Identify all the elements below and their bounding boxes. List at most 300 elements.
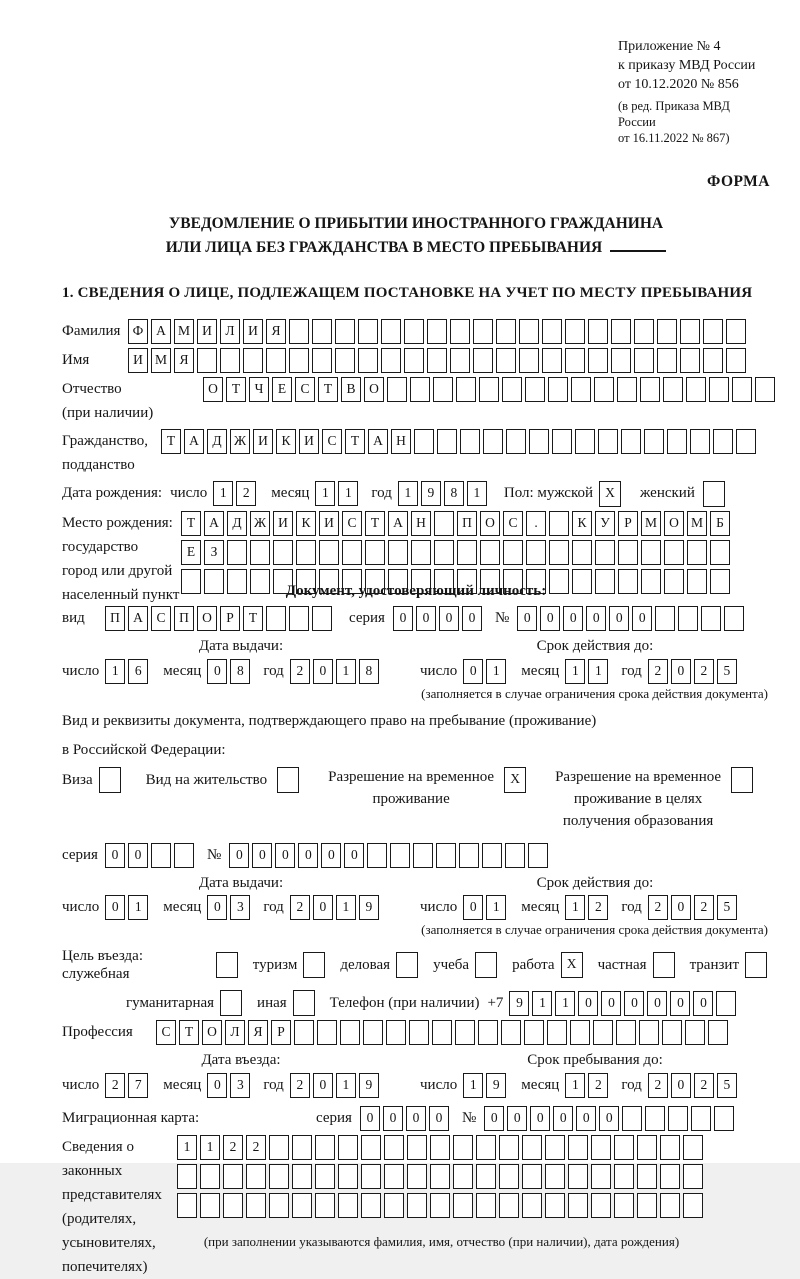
cell[interactable]: 0 xyxy=(252,843,272,868)
cell[interactable]: Д xyxy=(227,511,247,536)
cell[interactable] xyxy=(387,377,407,402)
cell[interactable]: 2 xyxy=(588,1073,608,1098)
cell[interactable]: Ч xyxy=(249,377,269,402)
cell[interactable]: З xyxy=(204,540,224,565)
cell[interactable] xyxy=(250,569,270,594)
cell[interactable]: 0 xyxy=(624,991,644,1016)
cell[interactable] xyxy=(476,1193,496,1218)
res-valid-day-boxes[interactable] xyxy=(463,895,509,920)
cell[interactable]: Т xyxy=(226,377,246,402)
cell[interactable] xyxy=(686,377,706,402)
cell[interactable]: 0 xyxy=(105,895,125,920)
cell[interactable]: И xyxy=(243,319,263,344)
res-issue-day-boxes[interactable] xyxy=(105,895,151,920)
cell[interactable]: С xyxy=(503,511,523,536)
cell[interactable]: Ф xyxy=(128,319,148,344)
res-valid-year-boxes[interactable] xyxy=(648,895,740,920)
cell[interactable] xyxy=(227,569,247,594)
cell[interactable] xyxy=(588,348,608,373)
cell[interactable] xyxy=(315,1135,335,1160)
cell[interactable] xyxy=(588,319,608,344)
cell[interactable] xyxy=(407,1135,427,1160)
cell[interactable] xyxy=(611,348,631,373)
cell[interactable] xyxy=(708,1020,728,1045)
cell[interactable]: 0 xyxy=(599,1106,619,1131)
cell[interactable] xyxy=(246,1193,266,1218)
cell[interactable]: 1 xyxy=(588,659,608,684)
cell[interactable]: 0 xyxy=(383,1106,403,1131)
cell[interactable] xyxy=(503,540,523,565)
cell[interactable] xyxy=(410,377,430,402)
cell[interactable] xyxy=(266,348,286,373)
cell[interactable]: 0 xyxy=(463,895,483,920)
cell[interactable] xyxy=(174,843,194,868)
cell[interactable]: . xyxy=(526,511,546,536)
cell[interactable] xyxy=(358,319,378,344)
cell[interactable] xyxy=(575,429,595,454)
cell[interactable] xyxy=(386,1020,406,1045)
cell[interactable]: Я xyxy=(248,1020,268,1045)
cell[interactable]: С xyxy=(322,429,342,454)
cell[interactable]: О xyxy=(202,1020,222,1045)
cell[interactable]: 1 xyxy=(565,895,585,920)
cell[interactable]: 1 xyxy=(463,1073,483,1098)
cell[interactable]: 1 xyxy=(565,1073,585,1098)
cell[interactable] xyxy=(591,1164,611,1189)
cell[interactable] xyxy=(243,348,263,373)
cell[interactable] xyxy=(437,429,457,454)
cell[interactable]: Н xyxy=(391,429,411,454)
cell[interactable] xyxy=(381,348,401,373)
res-series-boxes[interactable] xyxy=(105,843,197,868)
cell[interactable] xyxy=(660,1135,680,1160)
cell[interactable] xyxy=(227,540,247,565)
cell[interactable] xyxy=(358,348,378,373)
cell[interactable] xyxy=(223,1164,243,1189)
cell[interactable]: 9 xyxy=(421,481,441,506)
citizenship-boxes[interactable] xyxy=(161,429,759,454)
visa-checkbox[interactable] xyxy=(99,767,124,793)
cell[interactable] xyxy=(388,540,408,565)
patronymic-boxes[interactable] xyxy=(203,377,778,402)
cell[interactable]: 5 xyxy=(717,895,737,920)
cell[interactable] xyxy=(204,569,224,594)
cell[interactable] xyxy=(430,1135,450,1160)
cell[interactable] xyxy=(660,1164,680,1189)
cell[interactable] xyxy=(390,843,410,868)
cell[interactable] xyxy=(714,1106,734,1131)
cell[interactable] xyxy=(479,377,499,402)
cell[interactable] xyxy=(151,843,171,868)
cell[interactable]: Л xyxy=(220,319,240,344)
cell[interactable]: 2 xyxy=(648,659,668,684)
cell[interactable] xyxy=(266,606,286,631)
cell[interactable] xyxy=(433,377,453,402)
birthplace-row1-boxes[interactable] xyxy=(181,511,733,536)
cell[interactable]: Т xyxy=(365,511,385,536)
cell[interactable]: О xyxy=(364,377,384,402)
cell[interactable] xyxy=(427,319,447,344)
res-valid-month-boxes[interactable] xyxy=(565,895,611,920)
cell[interactable]: 2 xyxy=(223,1135,243,1160)
stay-year-boxes[interactable] xyxy=(648,1073,740,1098)
cell[interactable] xyxy=(617,377,637,402)
cell[interactable]: 0 xyxy=(313,895,333,920)
cell[interactable]: 2 xyxy=(236,481,256,506)
entry-year-boxes[interactable] xyxy=(290,1073,382,1098)
cell[interactable] xyxy=(657,348,677,373)
cell[interactable] xyxy=(703,319,723,344)
cell[interactable] xyxy=(547,1020,567,1045)
cell[interactable]: 9 xyxy=(359,1073,379,1098)
cell[interactable]: 0 xyxy=(416,606,436,631)
cell[interactable] xyxy=(683,1135,703,1160)
sex-male-checkbox[interactable] xyxy=(599,481,624,507)
cell[interactable] xyxy=(296,540,316,565)
cell[interactable]: С xyxy=(295,377,315,402)
cell[interactable] xyxy=(685,1020,705,1045)
entry-day-boxes[interactable] xyxy=(105,1073,151,1098)
cell[interactable]: 0 xyxy=(298,843,318,868)
temp-residence-edu-checkbox[interactable] xyxy=(731,767,756,793)
cell[interactable] xyxy=(273,540,293,565)
cell[interactable]: 0 xyxy=(105,843,125,868)
cell[interactable] xyxy=(340,1020,360,1045)
cell[interactable] xyxy=(710,569,730,594)
cell[interactable] xyxy=(476,1135,496,1160)
cell[interactable] xyxy=(294,1020,314,1045)
cell[interactable]: 2 xyxy=(290,659,310,684)
cell[interactable] xyxy=(506,429,526,454)
cell[interactable] xyxy=(177,1164,197,1189)
cell[interactable]: 0 xyxy=(671,659,691,684)
cell[interactable]: И xyxy=(197,319,217,344)
cell[interactable]: 0 xyxy=(275,843,295,868)
cell[interactable]: 0 xyxy=(344,843,364,868)
cell[interactable] xyxy=(434,540,454,565)
cell[interactable]: 5 xyxy=(717,1073,737,1098)
cell[interactable] xyxy=(591,1135,611,1160)
cell[interactable] xyxy=(496,319,516,344)
cell[interactable] xyxy=(453,1193,473,1218)
cell[interactable]: Ж xyxy=(250,511,270,536)
cell[interactable] xyxy=(381,319,401,344)
cell[interactable]: А xyxy=(151,319,171,344)
id-issue-year-boxes[interactable] xyxy=(290,659,382,684)
cell[interactable] xyxy=(216,952,238,978)
cell[interactable] xyxy=(611,319,631,344)
birth-month-boxes[interactable] xyxy=(315,481,361,506)
cell[interactable]: Е xyxy=(181,540,201,565)
cell[interactable] xyxy=(200,1164,220,1189)
cell[interactable] xyxy=(653,952,675,978)
cell[interactable]: Т xyxy=(318,377,338,402)
cell[interactable] xyxy=(496,348,516,373)
cell[interactable] xyxy=(361,1135,381,1160)
cell[interactable] xyxy=(312,319,332,344)
cell[interactable] xyxy=(181,569,201,594)
cell[interactable]: 1 xyxy=(532,991,552,1016)
id-number-boxes[interactable] xyxy=(517,606,747,631)
cell[interactable]: 1 xyxy=(467,481,487,506)
cell[interactable] xyxy=(621,429,641,454)
cell[interactable] xyxy=(545,1135,565,1160)
cell[interactable] xyxy=(570,1020,590,1045)
cell[interactable] xyxy=(594,377,614,402)
cell[interactable] xyxy=(724,606,744,631)
cell[interactable]: Р xyxy=(618,511,638,536)
cell[interactable] xyxy=(683,1164,703,1189)
cell[interactable]: X xyxy=(504,767,526,793)
cell[interactable]: 0 xyxy=(462,606,482,631)
cell[interactable] xyxy=(292,1135,312,1160)
cell[interactable] xyxy=(430,1164,450,1189)
cell[interactable]: М xyxy=(151,348,171,373)
cell[interactable] xyxy=(519,348,539,373)
cell[interactable]: Н xyxy=(411,511,431,536)
purpose-private-checkbox[interactable] xyxy=(653,952,678,978)
cell[interactable] xyxy=(473,348,493,373)
cell[interactable] xyxy=(683,1193,703,1218)
cell[interactable]: 0 xyxy=(313,659,333,684)
cell[interactable] xyxy=(598,429,618,454)
cell[interactable]: 1 xyxy=(336,895,356,920)
cell[interactable]: 3 xyxy=(230,895,250,920)
purpose-business-checkbox[interactable] xyxy=(396,952,421,978)
cell[interactable] xyxy=(641,540,661,565)
cell[interactable] xyxy=(548,377,568,402)
cell[interactable]: 0 xyxy=(671,1073,691,1098)
cell[interactable]: А xyxy=(388,511,408,536)
temp-residence-checkbox[interactable] xyxy=(504,767,529,793)
cell[interactable] xyxy=(430,1193,450,1218)
res-issue-year-boxes[interactable] xyxy=(290,895,382,920)
cell[interactable] xyxy=(568,1135,588,1160)
cell[interactable]: М xyxy=(687,511,707,536)
cell[interactable] xyxy=(312,606,332,631)
cell[interactable] xyxy=(396,952,418,978)
cell[interactable] xyxy=(453,1135,473,1160)
id-valid-month-boxes[interactable] xyxy=(565,659,611,684)
cell[interactable]: К xyxy=(296,511,316,536)
cell[interactable] xyxy=(409,1020,429,1045)
cell[interactable] xyxy=(367,843,387,868)
cell[interactable] xyxy=(475,952,497,978)
cell[interactable] xyxy=(565,348,585,373)
cell[interactable]: М xyxy=(174,319,194,344)
cell[interactable] xyxy=(690,429,710,454)
cell[interactable] xyxy=(713,429,733,454)
cell[interactable]: 0 xyxy=(671,895,691,920)
cell[interactable]: 0 xyxy=(321,843,341,868)
cell[interactable] xyxy=(522,1135,542,1160)
cell[interactable]: В xyxy=(341,377,361,402)
cell[interactable] xyxy=(732,377,752,402)
cell[interactable] xyxy=(571,377,591,402)
cell[interactable]: А xyxy=(184,429,204,454)
cell[interactable] xyxy=(413,843,433,868)
cell[interactable] xyxy=(361,1193,381,1218)
cell[interactable] xyxy=(745,952,767,978)
cell[interactable] xyxy=(618,540,638,565)
cell[interactable] xyxy=(622,1106,642,1131)
cell[interactable]: С xyxy=(342,511,362,536)
cell[interactable] xyxy=(342,540,362,565)
cell[interactable]: 0 xyxy=(517,606,537,631)
cell[interactable] xyxy=(726,348,746,373)
cell[interactable] xyxy=(614,1193,634,1218)
stay-day-boxes[interactable] xyxy=(463,1073,509,1098)
cell[interactable] xyxy=(407,1164,427,1189)
cell[interactable] xyxy=(450,319,470,344)
phone-boxes[interactable] xyxy=(509,991,739,1016)
cell[interactable]: X xyxy=(561,952,583,978)
cell[interactable] xyxy=(338,1164,358,1189)
cell[interactable]: 5 xyxy=(717,659,737,684)
cell[interactable] xyxy=(640,377,660,402)
cell[interactable] xyxy=(755,377,775,402)
sex-female-checkbox[interactable] xyxy=(703,481,728,507)
cell[interactable]: 0 xyxy=(439,606,459,631)
cell[interactable] xyxy=(293,990,315,1016)
cell[interactable]: Р xyxy=(271,1020,291,1045)
cell[interactable]: Р xyxy=(220,606,240,631)
cell[interactable] xyxy=(460,429,480,454)
cell[interactable]: 1 xyxy=(128,895,148,920)
cell[interactable] xyxy=(455,1020,475,1045)
purpose-work-checkbox[interactable] xyxy=(561,952,586,978)
cell[interactable] xyxy=(220,348,240,373)
cell[interactable]: Т xyxy=(179,1020,199,1045)
cell[interactable]: А xyxy=(368,429,388,454)
cell[interactable]: 0 xyxy=(360,1106,380,1131)
cell[interactable]: 8 xyxy=(230,659,250,684)
cell[interactable] xyxy=(499,1193,519,1218)
cell[interactable] xyxy=(552,429,572,454)
cell[interactable]: X xyxy=(599,481,621,507)
res-number-boxes[interactable] xyxy=(229,843,551,868)
cell[interactable]: Е xyxy=(272,377,292,402)
cell[interactable] xyxy=(687,569,707,594)
cell[interactable]: 0 xyxy=(313,1073,333,1098)
cell[interactable]: 0 xyxy=(207,895,227,920)
stay-month-boxes[interactable] xyxy=(565,1073,611,1098)
entry-month-boxes[interactable] xyxy=(207,1073,253,1098)
cell[interactable]: 0 xyxy=(207,659,227,684)
cell[interactable] xyxy=(312,348,332,373)
cell[interactable] xyxy=(414,429,434,454)
cell[interactable] xyxy=(709,377,729,402)
cell[interactable] xyxy=(457,540,477,565)
cell[interactable]: 2 xyxy=(290,895,310,920)
cell[interactable]: А xyxy=(128,606,148,631)
cell[interactable] xyxy=(335,348,355,373)
cell[interactable] xyxy=(637,1164,657,1189)
cell[interactable] xyxy=(220,990,242,1016)
cell[interactable] xyxy=(456,377,476,402)
cell[interactable]: 6 xyxy=(128,659,148,684)
cell[interactable] xyxy=(522,1193,542,1218)
cell[interactable] xyxy=(687,540,707,565)
cell[interactable] xyxy=(565,319,585,344)
cell[interactable]: Л xyxy=(225,1020,245,1045)
cell[interactable]: 9 xyxy=(359,895,379,920)
cell[interactable] xyxy=(663,377,683,402)
cell[interactable] xyxy=(542,348,562,373)
cell[interactable]: 1 xyxy=(486,895,506,920)
birth-year-boxes[interactable] xyxy=(398,481,490,506)
cell[interactable]: 0 xyxy=(207,1073,227,1098)
cell[interactable] xyxy=(545,1164,565,1189)
cell[interactable] xyxy=(637,1193,657,1218)
cell[interactable]: 0 xyxy=(576,1106,596,1131)
cell[interactable]: 1 xyxy=(555,991,575,1016)
cell[interactable]: И xyxy=(319,511,339,536)
cell[interactable] xyxy=(483,429,503,454)
cell[interactable] xyxy=(505,843,525,868)
cell[interactable] xyxy=(384,1164,404,1189)
cell[interactable]: 1 xyxy=(177,1135,197,1160)
mc-number-boxes[interactable] xyxy=(484,1106,737,1131)
cell[interactable] xyxy=(645,1106,665,1131)
cell[interactable] xyxy=(655,606,675,631)
cell[interactable] xyxy=(384,1193,404,1218)
cell[interactable] xyxy=(292,1193,312,1218)
cell[interactable]: П xyxy=(457,511,477,536)
cell[interactable]: П xyxy=(105,606,125,631)
cell[interactable]: 0 xyxy=(463,659,483,684)
cell[interactable]: 1 xyxy=(338,481,358,506)
cell[interactable]: 8 xyxy=(444,481,464,506)
cell[interactable]: 0 xyxy=(693,991,713,1016)
cell[interactable]: 9 xyxy=(486,1073,506,1098)
cell[interactable]: 2 xyxy=(694,1073,714,1098)
purpose-official-checkbox[interactable] xyxy=(216,952,241,978)
cell[interactable]: Б xyxy=(710,511,730,536)
cell[interactable] xyxy=(657,319,677,344)
cell[interactable] xyxy=(524,1020,544,1045)
cell[interactable] xyxy=(639,1020,659,1045)
cell[interactable]: 1 xyxy=(105,659,125,684)
purpose-humanitarian-checkbox[interactable] xyxy=(220,990,245,1016)
cell[interactable]: 0 xyxy=(530,1106,550,1131)
cell[interactable] xyxy=(572,569,592,594)
cell[interactable] xyxy=(634,319,654,344)
cell[interactable] xyxy=(691,1106,711,1131)
cell[interactable]: И xyxy=(253,429,273,454)
cell[interactable]: 0 xyxy=(586,606,606,631)
cell[interactable] xyxy=(614,1164,634,1189)
cell[interactable] xyxy=(595,569,615,594)
cell[interactable] xyxy=(499,1164,519,1189)
cell[interactable] xyxy=(365,540,385,565)
cell[interactable]: И xyxy=(299,429,319,454)
cell[interactable] xyxy=(731,767,753,793)
residence-permit-checkbox[interactable] xyxy=(277,767,302,793)
id-type-boxes[interactable] xyxy=(105,606,335,631)
cell[interactable] xyxy=(568,1164,588,1189)
id-issue-month-boxes[interactable] xyxy=(207,659,253,684)
cell[interactable] xyxy=(680,348,700,373)
cell[interactable] xyxy=(634,348,654,373)
cell[interactable] xyxy=(549,569,569,594)
cell[interactable] xyxy=(644,429,664,454)
purpose-tourism-checkbox[interactable] xyxy=(303,952,328,978)
cell[interactable] xyxy=(319,540,339,565)
cell[interactable]: 0 xyxy=(563,606,583,631)
cell[interactable]: 0 xyxy=(507,1106,527,1131)
cell[interactable]: И xyxy=(128,348,148,373)
